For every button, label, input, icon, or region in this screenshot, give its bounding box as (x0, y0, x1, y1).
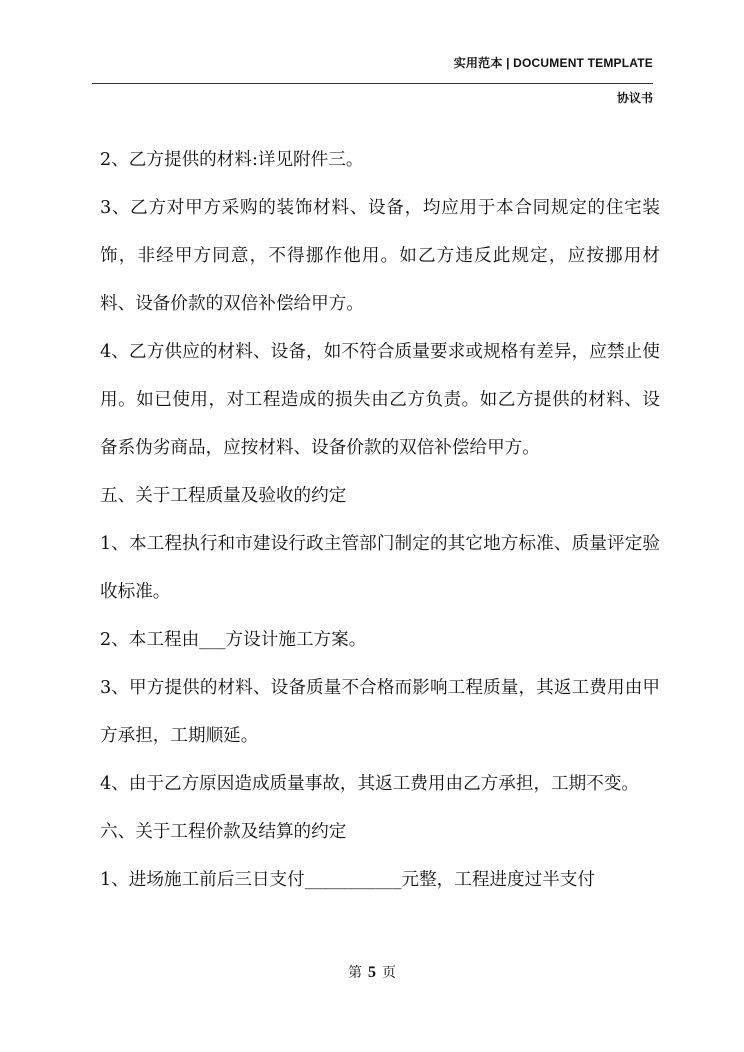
section-heading: 五、关于工程质量及验收的约定 (100, 486, 347, 506)
footer-prefix: 第 (348, 965, 362, 981)
header-subtitle: 协议书 (616, 91, 653, 105)
page-footer (0, 962, 744, 982)
footer-suffix: 页 (382, 965, 396, 981)
document-body (100, 136, 660, 904)
paragraph: 3、乙方对甲方采购的装饰材料、设备，均应用于本合同规定的住宅装饰，非经甲方同意，不得挪作他用。如乙方违反此规定，应按挪用材料、设备价款的双倍补偿给甲方。 (100, 198, 660, 314)
page-number: 5 (368, 964, 376, 981)
paragraph: 1、本工程执行和市建设行政主管部门制定的其它地方标准、质量评定验收标准。 (100, 534, 660, 602)
header-title: 实用范本 | DOCUMENT TEMPLATE (453, 56, 653, 70)
paragraph: 2、乙方提供的材料:详见附件三。 (100, 150, 364, 170)
paragraph: 1、进场施工前后三日支付___________元整，工程进度过半支付 (100, 870, 596, 890)
paragraph: 4、乙方供应的材料、设备，如不符合质量要求或规格有差异，应禁止使用。如已使用，对工程造成的损失由乙方负责。如乙方提供的材料、设备系伪劣商品，应按材料、设备价款的双倍补偿给甲方。 (100, 342, 660, 458)
section-heading: 六、关于工程价款及结算的约定 (100, 822, 347, 842)
paragraph: 3、甲方提供的材料、设备质量不合格而影响工程质量，其返工费用由甲方承担，工期顺延。 (100, 678, 660, 746)
paragraph: 4、由于乙方原因造成质量事故，其返工费用由乙方承担，工期不变。 (100, 774, 640, 794)
header-divider (92, 83, 653, 84)
paragraph: 2、本工程由___方设计施工方案。 (100, 630, 367, 650)
